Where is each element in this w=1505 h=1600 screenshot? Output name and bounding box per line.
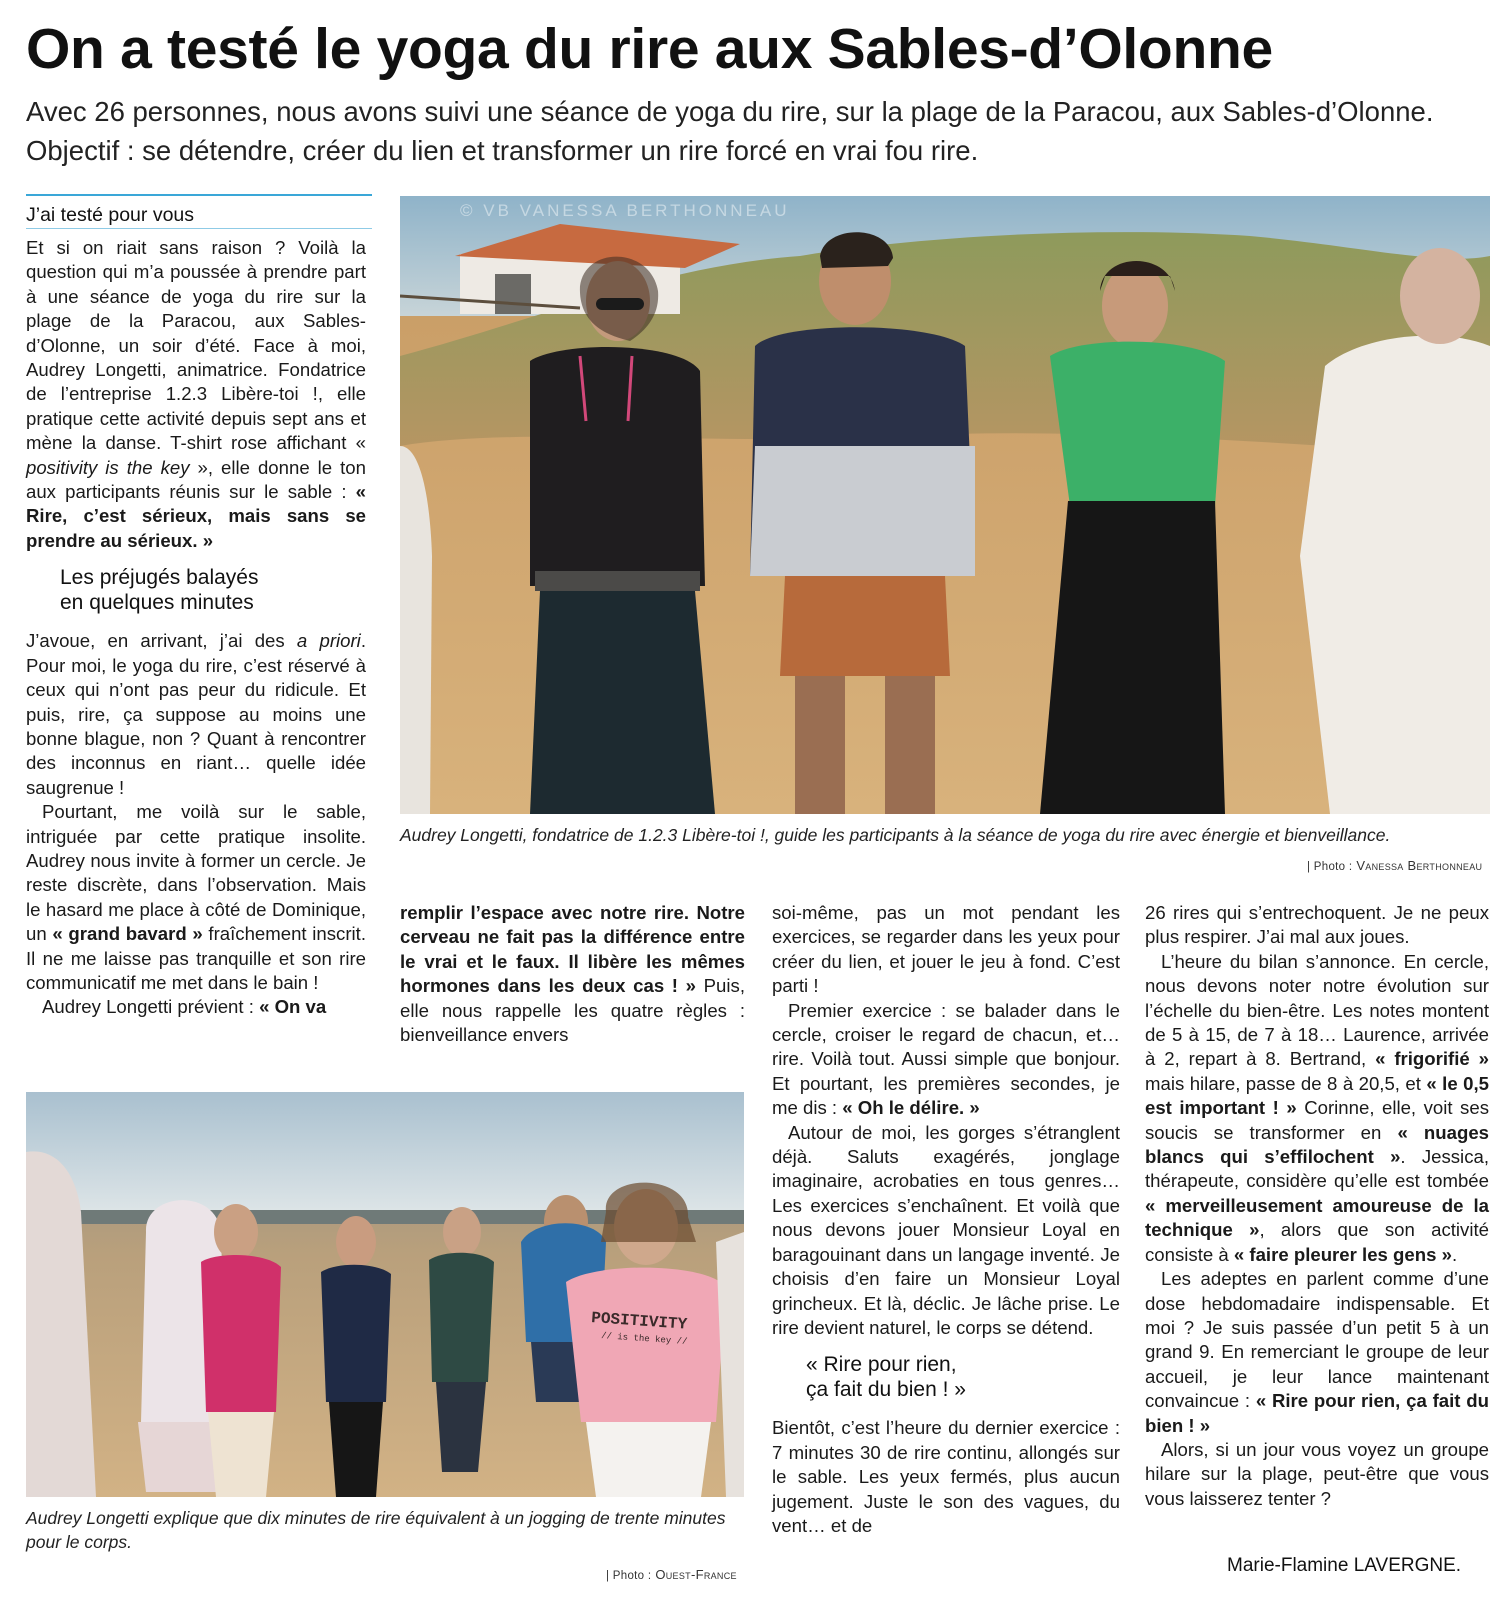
paragraph: J’avoue, en arrivant, j’ai des a priori. Pour moi, le yoga du rire, c’est réservé à ceux qui n’ont pas peur du ridicule. Et puis, rire, ça suppose au moins une bonne blague, non ? Quant à rencontrer des inconnus en riant… quelle idée saugrenue ! [26,630,366,798]
photo-1-credit: | Photo : Vanessa Berthonneau [1307,858,1483,873]
paragraph: L’heure du bilan s’annonce. En cercle, nous devons noter notre évolution sur l’échelle du bien-être. Les notes montent de 5 à 15, de 7 à 18… Laurence, arrivée à 2, repart à 8. Bertrand, « frigorifié » mais hilare, passe de 8 à 20,5, et « le 0,5 est important ! » Corinne, elle, voit ses soucis se transformer en « nuages blancs qui s’effilochent ». Jessica, thérapeute, considère qu’elle est tombée « merveilleusement amoureuse de la technique », alors que son activité consiste à « faire pleurer les gens ». [1145,950,1490,1265]
svg-text:// is the key //: // is the key // [600,1331,688,1348]
intertitle: Les préjugés balayés en quelques minutes [60,566,259,615]
svg-text:POSITIVITY: POSITIVITY [590,1309,688,1334]
headline: On a testé le yoga du rire aux Sables-d’Olonne [26,17,1273,81]
svg-text:© VB VANESSA BERTHONNEAU: © VB VANESSA BERTHONNEAU [460,201,790,220]
paragraph: soi-même, pas un mot pendant les exercices, se regarder dans les yeux pour créer du lien, et jouer le jeu à fond. C’est parti ! [772,902,1120,997]
photo-group-circle [26,1092,744,1497]
paragraph: remplir l’espace avec notre rire. Notre cerveau ne fait pas la différence entre le vrai et le faux. Il libère les mêmes hormones dans les deux cas ! » Puis, elle nous rappelle les quatre règles : bienveillance envers [400,902,745,1046]
photo-beach-trio [400,196,1490,814]
paragraph: Les adeptes en parlent comme d’une dose hebdomadaire indispensable. Et moi ? Je suis passée d’un petit 5 à un grand 9. En remerciant le groupe de leur accueil, je leur lance maintenant convaincue : « Rire pour rien, ça fait du bien ! » [1145,1268,1489,1436]
column-1 [26,236,366,1020]
paragraph: Pourtant, me voilà sur le sable, intriguée par cette pratique insolite. Audrey nous invite à former un cercle. Je reste discrète, dans l’observation. Mais le hasard me place à côté de Dominique, un « grand bavard » fraîchement inscrit. Il ne me laisse pas tranquille et son rire communicatif me met dans le bain ! [26,801,366,993]
paragraph: Autour de moi, les gorges s’étranglent déjà. Saluts exagérés, jonglage imaginaire, acrobaties en tous genres… Les exercices s’enchaînent. Et voilà que nous devons jouer Monsieur Loyal en baragouinant dans un langage inventé. Je choisis d’en faire un Monsieur Loyal grincheux. Et là, déclic. Je lâche prise. Le rire devient naturel, le corps se détend. [772,1121,1120,1338]
intertitle: « Rire pour rien, ça fait du bien ! » [806,1353,966,1402]
photo-2-caption: Audrey Longetti explique que dix minutes de rire équivalent à un jogging de trente minutes pour le corps. [26,1508,726,1552]
paragraph: Alors, si un jour vous voyez un groupe hilare sur la plage, peut-être que vous vous laisserez tenter ? [1145,1438,1489,1509]
lede: Avec 26 personnes, nous avons suivi une séance de yoga du rire, sur la plage de la Paracou, aux Sables-d’Olonne. Objectif : se détendre, créer du lien et transformer un rire forcé en vrai fou rire. [26,96,1434,166]
photo-1-caption: Audrey Longetti, fondatrice de 1.2.3 Libère-toi !, guide les participants à la séance de yoga du rire avec énergie et bienveillance. [400,825,1391,845]
column-4 [1145,901,1489,1511]
paragraph: Audrey Longetti prévient : « On va [42,996,327,1018]
photo-2-credit: | Photo : Ouest-France [606,1567,737,1582]
paragraph: Et si on riait sans raison ? Voilà la question qui m’a poussée à prendre part à une séance de yoga du rire sur la plage de la Paracou, aux Sables-d’Olonne, un soir d’été. Face à moi, Audrey Longetti, animatrice. Fondatrice de l’entreprise 1.2.3 Libère-toi !, elle pratique cette activité depuis sept ans et mène la danse. T-shirt rose affichant « positivity is the key », elle donne le ton aux participants réunis sur le sable : « Rire, c’est sérieux, mais sans se prendre au sérieux. » [26,237,366,551]
column-2 [400,901,745,1047]
paragraph: Bientôt, c’est l’heure du dernier exercice : 7 minutes 30 de rire continu, allongés sur le sable. Les yeux fermés, plus aucun jugement. Juste le son des vagues, du vent… et de [772,1417,1120,1536]
paragraph: Premier exercice : se balader dans le cercle, croiser le regard de chacun, et… rire. Voilà tout. Aussi simple que bonjour. Et pourtant, les premières secondes, je me dis : « Oh le délire. » [772,999,1120,1119]
kicker-rule [26,194,372,196]
signature: Marie-Flamine LAVERGNE. [1227,1555,1462,1576]
kicker-underline [26,228,372,229]
paragraph: 26 rires qui s’entrechoquent. Je ne peux plus respirer. J’ai mal aux joues. [1145,902,1489,948]
photo-2-image [26,1092,744,1497]
kicker: J’ai testé pour vous [26,204,195,226]
column-3 [772,901,1120,1538]
photo-1-image [400,196,1490,814]
